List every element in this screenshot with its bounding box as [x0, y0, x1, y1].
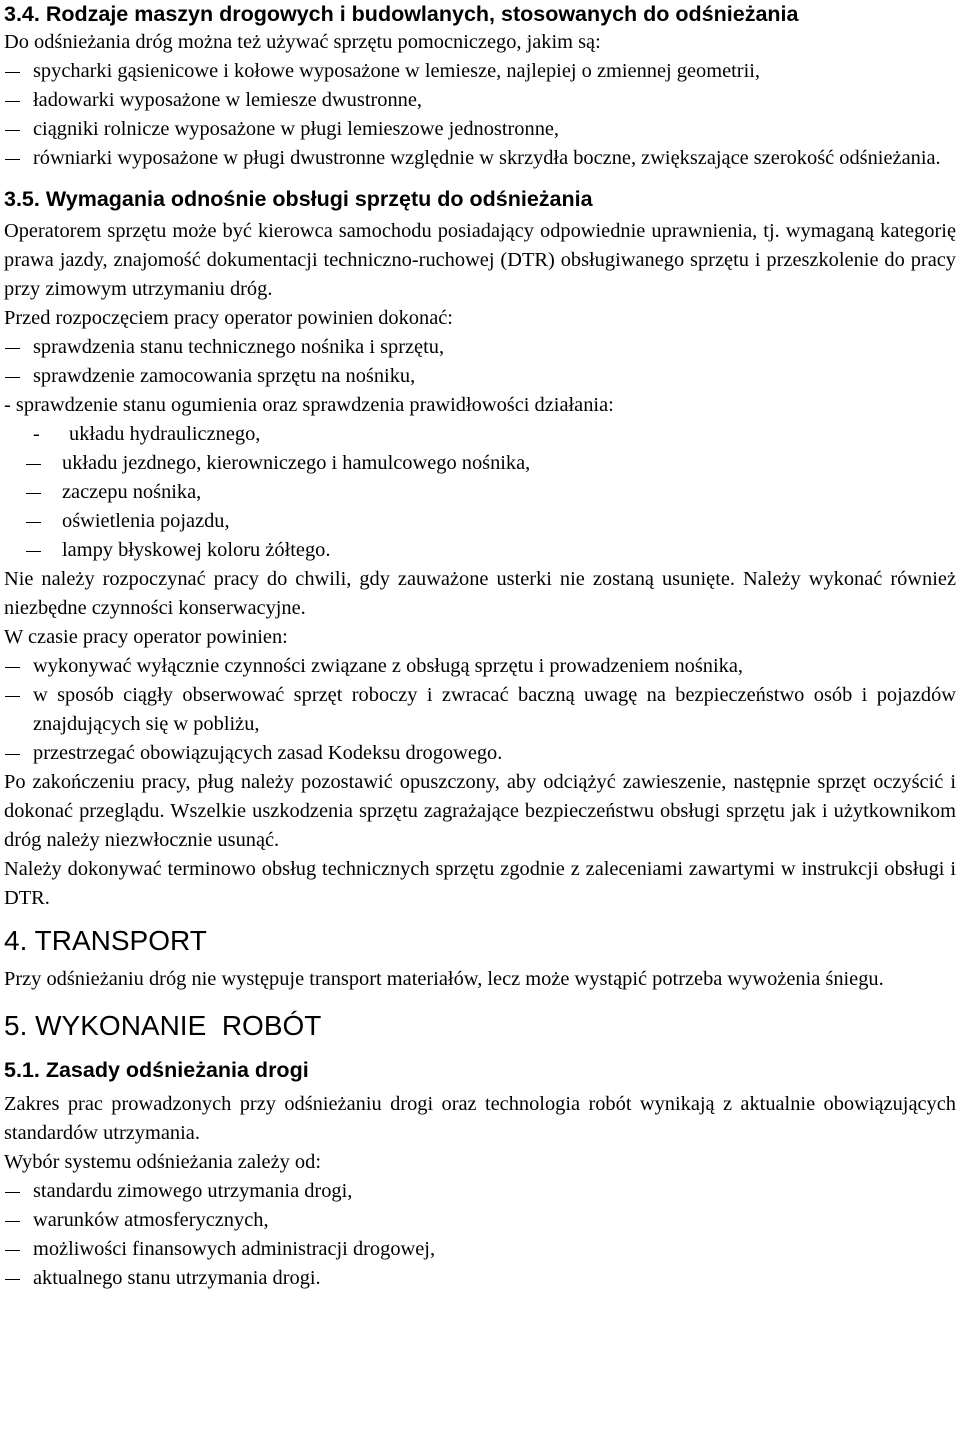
list-item: warunków atmosferycznych, [4, 1206, 956, 1235]
section-5-1-heading: 5.1. Zasady odśnieżania drogi [4, 1058, 309, 1082]
section-3-4-heading: 3.4. Rodzaje maszyn drogowych i budowlanych, stosowanych do odśnieżania [4, 2, 799, 26]
document-page [4, 0, 956, 1293]
list-item: wykonywać wyłącznie czynności związane z obsługą sprzętu i prowadzeniem nośnika, [4, 652, 956, 681]
list-item: możliwości finansowych administracji drogowej, [4, 1235, 956, 1264]
during-work-intro: W czasie pracy operator powinien: [4, 626, 288, 648]
list-item: - układu hydraulicznego, [33, 423, 261, 445]
maintenance-paragraph: Należy dokonywać terminowo obsług technicznych sprzętu zgodnie z zaleceniami zawartymi w instrukcji obsługi i DTR. [4, 858, 956, 909]
section-3-4-intro: Do odśnieżania dróg można też używać sprzętu pomocniczego, jakim są: [4, 31, 601, 53]
list-item: ciągniki rolnicze wyposażone w pługi lemieszowe jednostronne, [4, 115, 956, 144]
scope-paragraph: Zakres prac prowadzonych przy odśnieżaniu drogi oraz technologia robót wynikają z aktualnie obowiązujących standardów utrzymania. [4, 1093, 956, 1144]
list-item: w sposób ciągły obserwować sprzęt roboczy i zwracać baczną uwagę na bezpieczeństwo osób i pojazdów znajdujących się w pobliżu, [4, 681, 956, 739]
list-item: standardu zimowego utrzymania drogi, [4, 1177, 956, 1206]
list-item: lampy błyskowej koloru żółtego. [25, 536, 956, 565]
transport-paragraph: Przy odśnieżaniu dróg nie występuje transport materiałów, lecz może wystąpić potrzeba wywożenia śniegu. [4, 968, 884, 990]
list-item-text: układu hydraulicznego, [69, 423, 261, 445]
section-3-5-heading: 3.5. Wymagania odnośnie obsługi sprzętu do odśnieżania [4, 187, 593, 211]
list-item: równiarki wyposażone w pługi dwustronne względnie w skrzydła boczne, zwiększające szerokość odśnieżania. [4, 144, 956, 173]
list-item: oświetlenia pojazdu, [25, 507, 956, 536]
operator-paragraph: Operatorem sprzętu może być kierowca samochodu posiadający odpowiednie uprawnienia, tj. wymaganą kategorię prawa jazdy, znajomość dokumentacji techniczno-ruchowej (DTR) obsługiwanego sprzętu i przeszkolenie do pracy przy zimowym utrzymaniu dróg. [4, 220, 956, 300]
usterki-paragraph: Nie należy rozpoczynać pracy do chwili, gdy zauważone usterki nie zostaną usunięte. Należy wykonać również niezbędne czynności konserwacyjne. [4, 568, 956, 619]
after-work-paragraph: Po zakończeniu pracy, pług należy pozostawić opuszczony, aby odciążyć zawieszenie, następnie sprzęt oczyścić i dokonać przeglądu. Wszelkie uszkodzenia sprzętu zagrażające bezpieczeństwu obsługi sprzętu jak i użytkownikom dróg należy niezwłocznie usunąć. [4, 771, 956, 851]
list-item: ładowarki wyposażone w lemiesze dwustronne, [4, 86, 956, 115]
list-item: przestrzegać obowiązujących zasad Kodeksu drogowego. [4, 739, 956, 768]
section-4-heading: 4. TRANSPORT [4, 925, 207, 956]
list-item: sprawdzenie zamocowania sprzętu na nośniku, [4, 362, 956, 391]
section-5-heading: 5. WYKONANIE ROBÓT [4, 1010, 322, 1041]
list-item: aktualnego stanu utrzymania drogi. [4, 1264, 956, 1293]
system-choice-intro: Wybór systemu odśnieżania zależy od: [4, 1151, 321, 1173]
list-item: zaczepu nośnika, [25, 478, 956, 507]
list-item: układu jezdnego, kierowniczego i hamulcowego nośnika, [25, 449, 956, 478]
list-item: spycharki gąsienicowe i kołowe wyposażone w lemiesze, najlepiej o zmiennej geometrii, [4, 57, 956, 86]
check-line: - sprawdzenie stanu ogumienia oraz sprawdzenia prawidłowości działania: [4, 394, 614, 416]
before-work-intro: Przed rozpoczęciem pracy operator powinien dokonać: [4, 307, 453, 329]
list-item: sprawdzenia stanu technicznego nośnika i sprzętu, [4, 333, 956, 362]
